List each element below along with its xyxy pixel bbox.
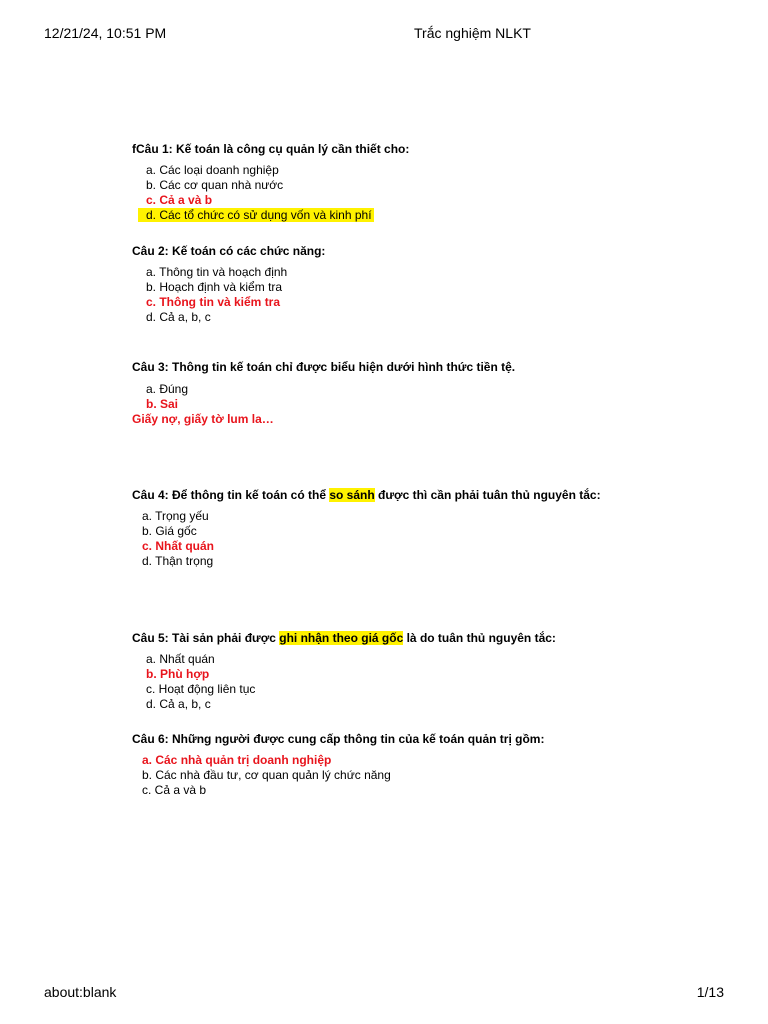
- question-2: Câu 2: Kế toán có các chức năng:: [132, 244, 326, 258]
- question-3-options: [146, 382, 188, 412]
- answer-option: a. Thông tin và hoạch định: [146, 265, 288, 279]
- correct-answer-option: c. Nhất quán: [142, 539, 215, 553]
- answer-option: c. Cả a và b: [142, 783, 207, 797]
- question-1: fCâu 1: Kế toán là công cụ quản lý cần thiết cho:: [132, 142, 410, 156]
- print-header: [44, 25, 724, 43]
- highlight-mark: d. Các tổ chức có sử dụng vốn và kinh phí: [138, 208, 374, 222]
- question-5-text-end: là do tuân thủ nguyên tắc:: [403, 631, 556, 645]
- answer-option: b. Các cơ quan nhà nước: [146, 178, 284, 192]
- question-6-options: [142, 753, 391, 798]
- question-5-text-start: Câu 5: Tài sản phải được: [132, 631, 280, 645]
- answer-option: a. Đúng: [146, 382, 189, 396]
- page-url: about:blank: [44, 984, 117, 1000]
- answer-option: c. Hoạt động liên tục: [146, 682, 256, 696]
- answer-option-highlighted: [146, 208, 374, 223]
- question-4-text-end: được thì cần phải tuân thủ nguyên tắc:: [374, 488, 601, 502]
- correct-answer-option: c. Cả a và b: [146, 193, 213, 207]
- question-4: [132, 488, 601, 502]
- answer-option: b. Giá gốc: [142, 524, 197, 538]
- highlight-mark: so sánh: [329, 488, 375, 502]
- question-4-text-start: Câu 4: Để thông tin kế toán có thể: [132, 488, 330, 502]
- question-2-options: [146, 265, 287, 325]
- correct-answer-option: a. Các nhà quản trị doanh nghiệp: [142, 753, 332, 767]
- answer-option: b. Hoạch định và kiểm tra: [146, 280, 283, 294]
- page-number: 1/13: [696, 984, 724, 1000]
- answer-option: a. Trọng yếu: [142, 509, 209, 523]
- correct-answer-option: c. Thông tin và kiểm tra: [146, 295, 281, 309]
- print-footer: [44, 984, 724, 1002]
- question-6: Câu 6: Những người được cung cấp thông tin của kế toán quản trị gồm:: [132, 732, 545, 746]
- answer-note: Giấy nợ, giấy tờ lum la…: [132, 412, 274, 426]
- answer-option: a. Các loại doanh nghiệp: [146, 163, 279, 177]
- print-datetime: 12/21/24, 10:51 PM: [44, 25, 167, 41]
- question-1-options: [146, 163, 374, 223]
- answer-option: d. Cả a, b, c: [146, 310, 211, 324]
- highlight-mark: ghi nhận theo giá gốc: [279, 631, 404, 645]
- correct-answer-option: b. Phù hợp: [146, 667, 210, 681]
- answer-option: a. Nhất quán: [146, 652, 215, 666]
- answer-option: d. Cả a, b, c: [146, 697, 211, 711]
- correct-answer-option: b. Sai: [146, 397, 179, 411]
- question-3: Câu 3: Thông tin kế toán chỉ được biểu hiện dưới hình thức tiền tệ.: [132, 360, 516, 374]
- question-4-options: [142, 509, 214, 569]
- question-5-options: [146, 652, 255, 712]
- answer-option: b. Các nhà đầu tư, cơ quan quản lý chức năng: [142, 768, 391, 782]
- document-title: Trắc nghiệm NLKT: [414, 25, 531, 41]
- answer-option: d. Thận trọng: [142, 554, 214, 568]
- question-5: [132, 631, 556, 645]
